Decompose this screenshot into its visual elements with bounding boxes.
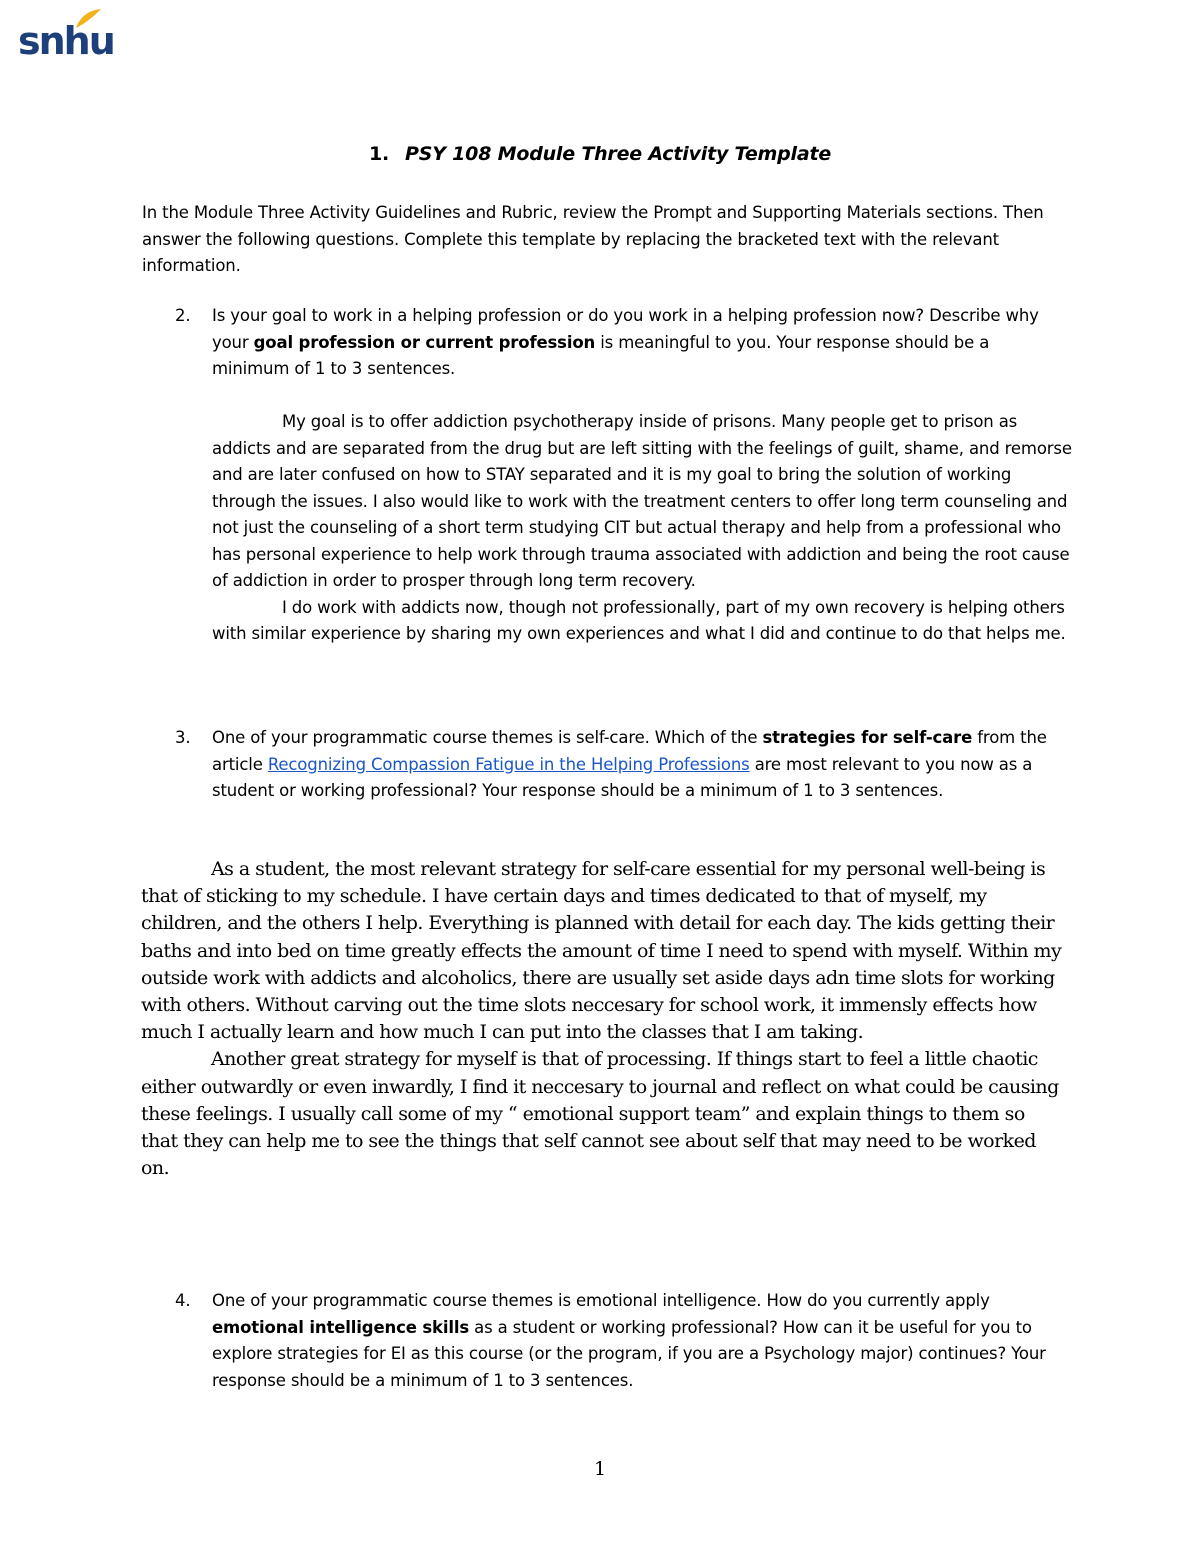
question-3-part1: One of your programmatic course themes is self-care. Which of the: [212, 728, 763, 747]
question-4-bold: emotional intelligence skills: [212, 1317, 470, 1337]
answer-3-paragraph-1: As a student, the most relevant strategy for self-care essential for my personal well-being is that of sticking to my schedule. I have certain days and times dedicated to that of myself, my children, and the others I help. Everything is planned with detail for each day. The kids getting their baths and into bed on time greatly effects the amount of time I need to spend with myself. Within my outside work with addicts and alcoholics, there are usually set aside days adn time slots for working with others. Without carving out the time slots neccesary for school work, it immensly effects how much I actually learn and how much I can put into the classes that I am taking.: [141, 858, 1062, 1044]
question-4-part1: One of your programmatic course themes is emotional intelligence. How do you currently apply: [212, 1291, 990, 1310]
title-text: PSY 108 Module Three Activity Template: [404, 143, 832, 165]
answer-2-paragraph-2: I do work with addicts now, though not professionally, part of my own recovery is helping others with similar experience by sharing my own experiences and what I did and continue to do that helps me.: [212, 597, 1066, 643]
question-2: [142, 303, 1062, 383]
snhu-logo: [18, 8, 114, 68]
question-4: [142, 1288, 1062, 1394]
answer-3-paragraph-2: Another great strategy for myself is that of processing. If things start to feel a little chaotic either outwardly or even inwardly, I find it neccesary to journal and reflect on what could be causing these feelings. I usually call some of my “ emotional support team” and explain things to them so that they can help me to see the things that self cannot see about self that may need to be worked on.: [141, 1048, 1059, 1180]
question-4-part2: as a student or working professional? How can it be useful for you to explore strategies for EI as this course (or the program, if you are a Psychology major) continues? Your response should be a minimum of 1 to 3 sentences.: [212, 1317, 1046, 1390]
intro-paragraph: In the Module Three Activity Guidelines and Rubric, review the Prompt and Supporting Materials sections. Then answer the following questions. Complete this template by replacing the bracketed text with the relevant information.: [142, 203, 1044, 275]
answer-3: [141, 856, 1066, 1182]
question-2-bold: goal profession or current profession: [253, 332, 596, 352]
question-4-text: [212, 1288, 1062, 1394]
question-2-text: [212, 303, 1062, 383]
question-2-part1: Is your goal to work in a helping profession or do you work in a helping profession now? Describe why your: [212, 306, 1039, 352]
page-number: 1: [593, 1458, 607, 1480]
logo-text: snhu: [18, 19, 114, 63]
answer-2-paragraph-1: My goal is to offer addiction psychotherapy inside of prisons. Many people get to prison as addicts and are separated from the drug but are left sitting with the feelings of guilt, shame, and remorse and are later confused on how to STAY separated and it is my goal to bring the solution of working through the issues. I also would like to work with the treatment centers to offer long term counseling and not just the counseling of a short term studying CIT but actual therapy and help from a professional who has personal experience to help work through trauma associated with addiction and being the root cause of addiction in order to prosper through long term recovery.: [212, 412, 1072, 590]
question-3-number: 3.: [175, 728, 191, 747]
question-4-number: 4.: [175, 1291, 191, 1310]
answer-2: [212, 409, 1072, 648]
question-3-text: [212, 725, 1062, 805]
title-number: 1.: [368, 143, 389, 165]
article-link[interactable]: Recognizing Compassion Fatigue in the Helping Professions: [267, 754, 750, 774]
question-3-bold: strategies for self-care: [762, 728, 973, 747]
question-2-part2: is meaningful to you. Your response should be a minimum of 1 to 3 sentences.: [212, 332, 990, 378]
question-3: [142, 725, 1062, 805]
question-3-part2: from the article: [212, 728, 1047, 774]
question-2-number: 2.: [175, 306, 191, 325]
question-3-part3: are most relevant to you now as a student or working professional? Your response should be a minimum of 1 to 3 sentences.: [212, 754, 1033, 800]
page-title: [0, 143, 1200, 165]
